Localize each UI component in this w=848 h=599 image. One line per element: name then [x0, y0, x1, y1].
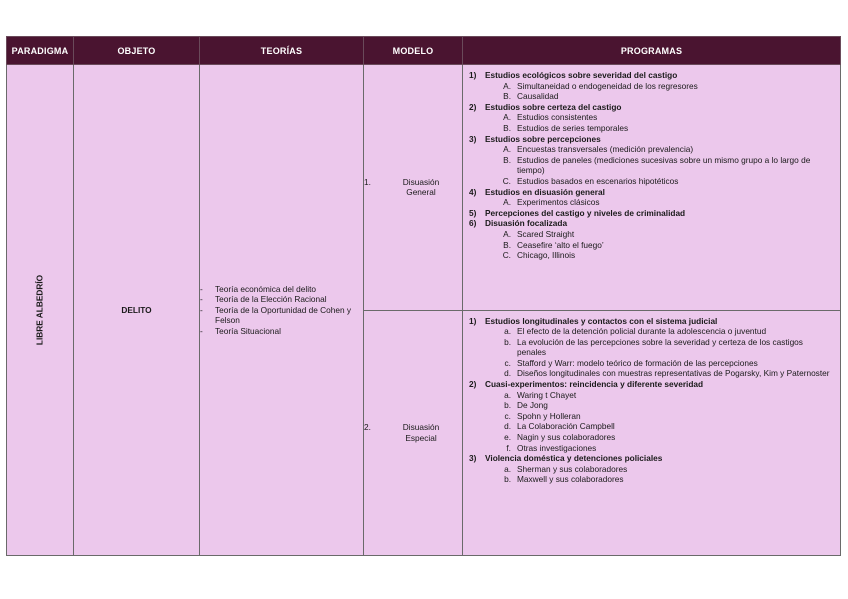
item-letter: a. [504, 463, 511, 474]
program-item [497, 411, 834, 422]
program-item [497, 432, 834, 443]
program-section [469, 187, 834, 198]
program-item [497, 250, 834, 261]
item-letter: b. [504, 474, 511, 485]
item-text: Scared Straight [517, 228, 575, 239]
item-letter: C. [502, 250, 511, 261]
modelo-number: 1. [364, 176, 371, 187]
programas-cell-1 [463, 65, 841, 311]
item-text: Estudios basados en escenarios hipotéticos [517, 175, 679, 186]
program-item [497, 112, 834, 123]
item-text: Encuestas transversales (medición prevalencia) [517, 144, 694, 155]
item-text: Nagin y sus colaboradores [517, 432, 616, 443]
item-text: Causalidad [517, 91, 559, 102]
item-letter: A. [503, 228, 511, 239]
item-text: Otras investigaciones [517, 442, 597, 453]
program-item [497, 337, 834, 358]
section-title: Estudios sobre percepciones [485, 133, 601, 144]
program-item [497, 197, 834, 208]
program-item [497, 390, 834, 401]
teoria-item: - Teoría de la Oportunidad de Cohen y Felson [200, 305, 363, 326]
modelo-name-2: General [406, 187, 436, 198]
program-section [469, 453, 834, 464]
item-text: Estudios de paneles (mediciones sucesivas sobre un mismo grupo a lo largo de tiempo) [517, 154, 811, 176]
section-title: Estudios sobre certeza del castigo [485, 101, 622, 112]
item-text: Stafford y Warr: modelo teórico de formación de las percepciones [517, 357, 758, 368]
item-letter: A. [503, 112, 511, 123]
item-letter: f. [506, 442, 511, 453]
section-number: 5) [469, 207, 477, 218]
item-text: Diseños longitudinales con muestras representativas de Pogarsky, Kim y Paternoster [517, 368, 830, 379]
modelo-cell-1 [364, 65, 463, 311]
section-title: Estudios ecológicos sobre severidad del castigo [485, 70, 678, 80]
header-objeto: OBJETO [74, 37, 200, 65]
section-title: Estudios longitudinales y contactos con el sistema judicial [485, 315, 718, 326]
modelo-cell-2 [364, 310, 463, 556]
item-text: Estudios consistentes [517, 112, 598, 123]
program-section [469, 208, 834, 219]
item-letter: d. [504, 421, 511, 432]
paradigma-cell [7, 65, 74, 556]
item-text: Simultaneidad o endogeneidad de los regresores [517, 80, 698, 91]
section-number: 1) [469, 70, 477, 80]
item-letter: B. [503, 91, 511, 102]
header-teorias: TEORÍAS [200, 37, 364, 65]
item-letter: A. [503, 144, 511, 155]
program-item [497, 368, 834, 379]
item-letter: b. [504, 400, 511, 411]
table-row [7, 65, 841, 311]
section-title: Disuasión focalizada [485, 218, 568, 229]
item-text: El efecto de la detención policial durante la adolescencia o juventud [517, 326, 767, 337]
teorias-cell [200, 65, 364, 556]
item-letter: C. [502, 175, 511, 186]
item-text: La evolución de las percepciones sobre la severidad y certeza de los castigos penales [517, 336, 803, 358]
program-section [469, 379, 834, 390]
modelo-name: Disuasión [402, 176, 440, 187]
program-item [497, 443, 834, 454]
program-section [469, 102, 834, 113]
program-section [469, 70, 834, 81]
teoria-item: - Teoría de la Elección Racional [200, 294, 363, 305]
program-item [497, 155, 834, 176]
item-text: Chicago, Illinois [517, 250, 576, 261]
item-letter: c. [504, 357, 511, 368]
item-letter: e. [504, 432, 511, 443]
paradigma-label: LIBRE ALBEDRÍO [34, 274, 45, 346]
program-section [469, 218, 834, 229]
item-text: Estudios de series temporales [517, 122, 629, 133]
header-row [7, 37, 841, 65]
classification-table [6, 36, 841, 556]
item-letter: B. [503, 239, 511, 250]
item-text: Ceasefire ‘alto el fuego’ [517, 239, 604, 250]
section-number: 4) [469, 186, 477, 197]
program-item [497, 123, 834, 134]
section-number: 6) [469, 218, 477, 229]
section-title: Estudios en disuasión general [485, 186, 605, 197]
section-title: Cuasi-experimentos: reincidencia y diferente severidad [485, 379, 704, 390]
section-number: 2) [469, 379, 477, 390]
header-paradigma: PARADIGMA [7, 37, 74, 65]
item-letter: A. [503, 197, 511, 208]
section-number: 3) [469, 133, 477, 144]
program-item [497, 464, 834, 475]
section-number: 1) [469, 315, 477, 326]
item-letter: A. [503, 80, 511, 91]
teoria-item: - Teoría económica del delito [200, 284, 363, 295]
section-title: Percepciones del castigo y niveles de criminalidad [485, 207, 686, 218]
section-title: Violencia doméstica y detenciones policiales [485, 453, 663, 464]
item-letter: B. [503, 122, 511, 133]
section-number: 2) [469, 101, 477, 112]
header-programas: PROGRAMAS [463, 37, 841, 65]
section-number: 3) [469, 453, 477, 464]
item-letter: b. [504, 336, 511, 347]
objeto-cell: DELITO [74, 65, 200, 556]
program-section [469, 316, 834, 327]
teoria-item: - Teoría Situacional [200, 326, 363, 337]
program-section [469, 134, 834, 145]
item-letter: a. [504, 326, 511, 337]
item-text: Waring t Chayet [517, 389, 577, 400]
header-modelo: MODELO [364, 37, 463, 65]
program-item [497, 474, 834, 485]
program-item [497, 91, 834, 102]
program-item [497, 81, 834, 92]
item-text: Sherman y sus colaboradores [517, 463, 628, 474]
program-item [497, 176, 834, 187]
modelo-number: 2. [364, 422, 371, 433]
programas-cell-2 [463, 310, 841, 556]
program-item [497, 400, 834, 411]
item-text: La Colaboración Campbell [517, 421, 615, 432]
item-letter: d. [504, 368, 511, 379]
item-text: Maxwell y sus colaboradores [517, 474, 624, 485]
item-text: Spohn y Holleran [517, 410, 581, 421]
program-item [497, 358, 834, 369]
item-text: Experimentos clásicos [517, 197, 600, 208]
modelo-name: Disuasión [402, 422, 440, 433]
program-item [497, 326, 834, 337]
program-item [497, 240, 834, 251]
item-letter: B. [503, 154, 511, 165]
item-letter: a. [504, 389, 511, 400]
program-item [497, 421, 834, 432]
item-text: De Jong [517, 400, 548, 411]
program-item [497, 229, 834, 240]
program-item [497, 144, 834, 155]
item-letter: c. [504, 410, 511, 421]
modelo-name-2: Especial [405, 432, 437, 443]
